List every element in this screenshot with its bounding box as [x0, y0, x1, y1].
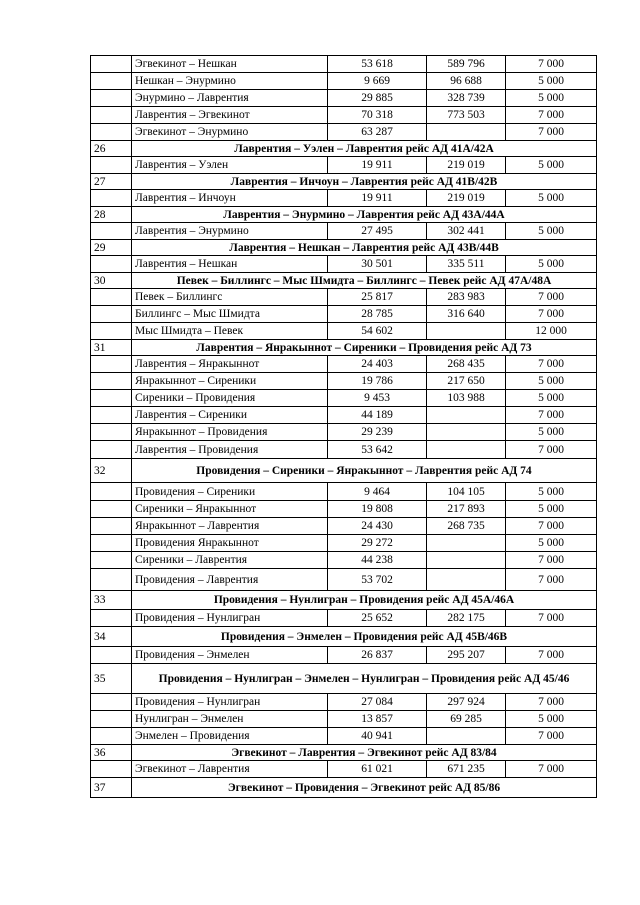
- cost-value: 219 019: [427, 190, 506, 207]
- row-number-cell: [91, 728, 132, 745]
- row-number-cell: [91, 323, 132, 340]
- table-row: [91, 407, 597, 424]
- route-header-row: [91, 141, 597, 157]
- tariff-value: 7 000: [506, 124, 597, 141]
- segment-name: Провидения – Лаврентия: [132, 569, 328, 591]
- distance-value: 13 857: [328, 711, 427, 728]
- route-title: Провидения – Нунлигран – Энмелен – Нунлигран – Провидения рейс АД 45/46: [132, 664, 597, 694]
- tariff-value: 12 000: [506, 323, 597, 340]
- route-number: 29: [91, 240, 132, 256]
- route-number: 37: [91, 778, 132, 798]
- distance-value: 19 808: [328, 501, 427, 518]
- table-row: [91, 90, 597, 107]
- route-header-row: [91, 340, 597, 356]
- cost-value: 219 019: [427, 157, 506, 174]
- row-number-cell: [91, 289, 132, 306]
- distance-value: 70 318: [328, 107, 427, 124]
- row-number-cell: [91, 190, 132, 207]
- distance-value: 28 785: [328, 306, 427, 323]
- route-number: 32: [91, 459, 132, 483]
- route-number: 30: [91, 273, 132, 289]
- row-number-cell: [91, 107, 132, 124]
- tariff-value: 5 000: [506, 535, 597, 552]
- row-number-cell: [91, 761, 132, 778]
- tariff-value: 5 000: [506, 711, 597, 728]
- route-number: 33: [91, 591, 132, 610]
- segment-name: Эгвекинот – Лаврентия: [132, 761, 328, 778]
- table-row: [91, 373, 597, 390]
- segment-name: Эгвекинот – Энурмино: [132, 124, 328, 141]
- row-number-cell: [91, 306, 132, 323]
- segment-name: Лаврентия – Энурмино: [132, 223, 328, 240]
- distance-value: 27 084: [328, 694, 427, 711]
- segment-name: Лаврентия – Провидения: [132, 441, 328, 459]
- route-title: Эгвекинот – Провидения – Эгвекинот рейс АД 85/86: [132, 778, 597, 798]
- tariff-value: 7 000: [506, 610, 597, 627]
- segment-name: Эгвекинот – Нешкан: [132, 56, 328, 73]
- route-header-row: [91, 591, 597, 610]
- tariff-value: 7 000: [506, 761, 597, 778]
- row-number-cell: [91, 424, 132, 441]
- table-row: [91, 535, 597, 552]
- cost-value: 69 285: [427, 711, 506, 728]
- route-header-row: [91, 207, 597, 223]
- table-row: [91, 501, 597, 518]
- cost-value: [427, 323, 506, 340]
- table-row: [91, 647, 597, 664]
- segment-name: Лаврентия – Нешкан: [132, 256, 328, 273]
- table-row: [91, 256, 597, 273]
- tariff-value: 5 000: [506, 157, 597, 174]
- segment-name: Провидения – Энмелен: [132, 647, 328, 664]
- route-header-row: [91, 745, 597, 761]
- route-title: Лаврентия – Уэлен – Лаврентия рейс АД 41А/42А: [132, 141, 597, 157]
- cost-value: 103 988: [427, 390, 506, 407]
- row-number-cell: [91, 610, 132, 627]
- route-header-row: [91, 664, 597, 694]
- tariff-value: 7 000: [506, 107, 597, 124]
- row-number-cell: [91, 569, 132, 591]
- cost-value: 268 435: [427, 356, 506, 373]
- distance-value: 26 837: [328, 647, 427, 664]
- table-row: [91, 223, 597, 240]
- distance-value: 53 702: [328, 569, 427, 591]
- table-row: [91, 124, 597, 141]
- segment-name: Провидения Янракыннот: [132, 535, 328, 552]
- table-row: [91, 73, 597, 90]
- table-row: [91, 289, 597, 306]
- cost-value: 96 688: [427, 73, 506, 90]
- route-header-row: [91, 174, 597, 190]
- cost-value: 773 503: [427, 107, 506, 124]
- tariff-value: 7 000: [506, 289, 597, 306]
- distance-value: 9 464: [328, 483, 427, 501]
- route-tariff-table: [90, 55, 597, 798]
- table-row: [91, 483, 597, 501]
- distance-value: 19 786: [328, 373, 427, 390]
- table-row: [91, 424, 597, 441]
- cost-value: 589 796: [427, 56, 506, 73]
- cost-value: 297 924: [427, 694, 506, 711]
- table-row: [91, 390, 597, 407]
- tariff-value: 5 000: [506, 424, 597, 441]
- tariff-value: 7 000: [506, 441, 597, 459]
- distance-value: 29 272: [328, 535, 427, 552]
- row-number-cell: [91, 373, 132, 390]
- distance-value: 25 817: [328, 289, 427, 306]
- route-title: Эгвекинот – Лаврентия – Эгвекинот рейс АД 83/84: [132, 745, 597, 761]
- cost-value: 302 441: [427, 223, 506, 240]
- distance-value: 9 669: [328, 73, 427, 90]
- tariff-value: 5 000: [506, 483, 597, 501]
- row-number-cell: [91, 694, 132, 711]
- row-number-cell: [91, 90, 132, 107]
- route-number: 36: [91, 745, 132, 761]
- row-number-cell: [91, 535, 132, 552]
- cost-value: [427, 424, 506, 441]
- table-row: [91, 107, 597, 124]
- cost-value: [427, 552, 506, 569]
- table-row: [91, 157, 597, 174]
- segment-name: Лаврентия – Янракыннот: [132, 356, 328, 373]
- row-number-cell: [91, 73, 132, 90]
- segment-name: Биллингс – Мыс Шмидта: [132, 306, 328, 323]
- distance-value: 24 430: [328, 518, 427, 535]
- segment-name: Лаврентия – Инчоун: [132, 190, 328, 207]
- tariff-value: 7 000: [506, 356, 597, 373]
- distance-value: 44 189: [328, 407, 427, 424]
- distance-value: 24 403: [328, 356, 427, 373]
- segment-name: Сиреники – Янракыннот: [132, 501, 328, 518]
- tariff-value: 7 000: [506, 56, 597, 73]
- cost-value: 671 235: [427, 761, 506, 778]
- row-number-cell: [91, 56, 132, 73]
- row-number-cell: [91, 501, 132, 518]
- tariff-value: 7 000: [506, 518, 597, 535]
- cost-value: [427, 535, 506, 552]
- table-row: [91, 518, 597, 535]
- route-title: Лаврентия – Инчоун – Лаврентия рейс АД 41В/42В: [132, 174, 597, 190]
- cost-value: 217 893: [427, 501, 506, 518]
- distance-value: 63 287: [328, 124, 427, 141]
- route-number: 31: [91, 340, 132, 356]
- cost-value: 335 511: [427, 256, 506, 273]
- segment-name: Янракыннот – Провидения: [132, 424, 328, 441]
- route-number: 26: [91, 141, 132, 157]
- tariff-value: 5 000: [506, 501, 597, 518]
- segment-name: Лаврентия – Уэлен: [132, 157, 328, 174]
- segment-name: Энмелен – Провидения: [132, 728, 328, 745]
- tariff-value: 7 000: [506, 407, 597, 424]
- cost-value: 217 650: [427, 373, 506, 390]
- tariff-value: 5 000: [506, 223, 597, 240]
- segment-name: Нунлигран – Энмелен: [132, 711, 328, 728]
- row-number-cell: [91, 711, 132, 728]
- segment-name: Энурмино – Лаврентия: [132, 90, 328, 107]
- distance-value: 53 642: [328, 441, 427, 459]
- tariff-value: 7 000: [506, 728, 597, 745]
- route-title: Провидения – Энмелен – Провидения рейс АД 45В/46В: [132, 627, 597, 647]
- tariff-value: 7 000: [506, 647, 597, 664]
- table-row: [91, 306, 597, 323]
- segment-name: Лаврентия – Сиреники: [132, 407, 328, 424]
- distance-value: 29 885: [328, 90, 427, 107]
- route-title: Певек – Биллингс – Мыс Шмидта – Биллингс – Певек рейс АД 47А/48А: [132, 273, 597, 289]
- segment-name: Провидения – Нунлигран: [132, 610, 328, 627]
- route-title: Лаврентия – Нешкан – Лаврентия рейс АД 43В/44В: [132, 240, 597, 256]
- table-row: [91, 552, 597, 569]
- tariff-value: 7 000: [506, 306, 597, 323]
- route-number: 27: [91, 174, 132, 190]
- table-row: [91, 356, 597, 373]
- segment-name: Провидения – Нунлигран: [132, 694, 328, 711]
- row-number-cell: [91, 441, 132, 459]
- tariff-value: 5 000: [506, 73, 597, 90]
- cost-value: [427, 569, 506, 591]
- table-body: [91, 56, 597, 798]
- table-row: [91, 441, 597, 459]
- row-number-cell: [91, 157, 132, 174]
- row-number-cell: [91, 256, 132, 273]
- row-number-cell: [91, 518, 132, 535]
- route-number: 35: [91, 664, 132, 694]
- row-number-cell: [91, 552, 132, 569]
- distance-value: 19 911: [328, 190, 427, 207]
- route-header-row: [91, 778, 597, 798]
- route-title: Провидения – Нунлигран – Провидения рейс АД 45А/46А: [132, 591, 597, 610]
- row-number-cell: [91, 124, 132, 141]
- table-row: [91, 694, 597, 711]
- cost-value: [427, 124, 506, 141]
- row-number-cell: [91, 390, 132, 407]
- distance-value: 19 911: [328, 157, 427, 174]
- row-number-cell: [91, 483, 132, 501]
- row-number-cell: [91, 407, 132, 424]
- distance-value: 29 239: [328, 424, 427, 441]
- route-title: Лаврентия – Янракыннот – Сиреники – Провидения рейс АД 73: [132, 340, 597, 356]
- table-row: [91, 190, 597, 207]
- segment-name: Сиреники – Лаврентия: [132, 552, 328, 569]
- route-title: Лаврентия – Энурмино – Лаврентия рейс АД 43А/44А: [132, 207, 597, 223]
- tariff-value: 7 000: [506, 569, 597, 591]
- distance-value: 27 495: [328, 223, 427, 240]
- cost-value: 268 735: [427, 518, 506, 535]
- cost-value: 316 640: [427, 306, 506, 323]
- distance-value: 25 652: [328, 610, 427, 627]
- tariff-value: 7 000: [506, 552, 597, 569]
- distance-value: 30 501: [328, 256, 427, 273]
- tariff-value: 5 000: [506, 373, 597, 390]
- row-number-cell: [91, 647, 132, 664]
- cost-value: [427, 407, 506, 424]
- table-row: [91, 728, 597, 745]
- route-header-row: [91, 273, 597, 289]
- route-number: 34: [91, 627, 132, 647]
- segment-name: Провидения – Сиреники: [132, 483, 328, 501]
- route-title: Провидения – Сиреники – Янракыннот – Лаврентия рейс АД 74: [132, 459, 597, 483]
- row-number-cell: [91, 356, 132, 373]
- segment-name: Янракыннот – Сиреники: [132, 373, 328, 390]
- cost-value: 295 207: [427, 647, 506, 664]
- cost-value: 104 105: [427, 483, 506, 501]
- segment-name: Янракыннот – Лаврентия: [132, 518, 328, 535]
- tariff-value: 5 000: [506, 90, 597, 107]
- segment-name: Певек – Биллингс: [132, 289, 328, 306]
- row-number-cell: [91, 223, 132, 240]
- cost-value: 283 983: [427, 289, 506, 306]
- cost-value: 328 739: [427, 90, 506, 107]
- route-number: 28: [91, 207, 132, 223]
- tariff-value: 5 000: [506, 256, 597, 273]
- distance-value: 40 941: [328, 728, 427, 745]
- segment-name: Нешкан – Энурмино: [132, 73, 328, 90]
- cost-value: 282 175: [427, 610, 506, 627]
- table-row: [91, 323, 597, 340]
- tariff-value: 5 000: [506, 390, 597, 407]
- segment-name: Лаврентия – Эгвекинот: [132, 107, 328, 124]
- table-row: [91, 569, 597, 591]
- table-row: [91, 610, 597, 627]
- distance-value: 53 618: [328, 56, 427, 73]
- route-header-row: [91, 459, 597, 483]
- cost-value: [427, 441, 506, 459]
- segment-name: Сиреники – Провидения: [132, 390, 328, 407]
- segment-name: Мыс Шмидта – Певек: [132, 323, 328, 340]
- distance-value: 54 602: [328, 323, 427, 340]
- tariff-value: 7 000: [506, 694, 597, 711]
- distance-value: 9 453: [328, 390, 427, 407]
- table-row: [91, 711, 597, 728]
- route-header-row: [91, 240, 597, 256]
- distance-value: 61 021: [328, 761, 427, 778]
- distance-value: 44 238: [328, 552, 427, 569]
- table-row: [91, 56, 597, 73]
- route-header-row: [91, 627, 597, 647]
- cost-value: [427, 728, 506, 745]
- tariff-value: 5 000: [506, 190, 597, 207]
- table-row: [91, 761, 597, 778]
